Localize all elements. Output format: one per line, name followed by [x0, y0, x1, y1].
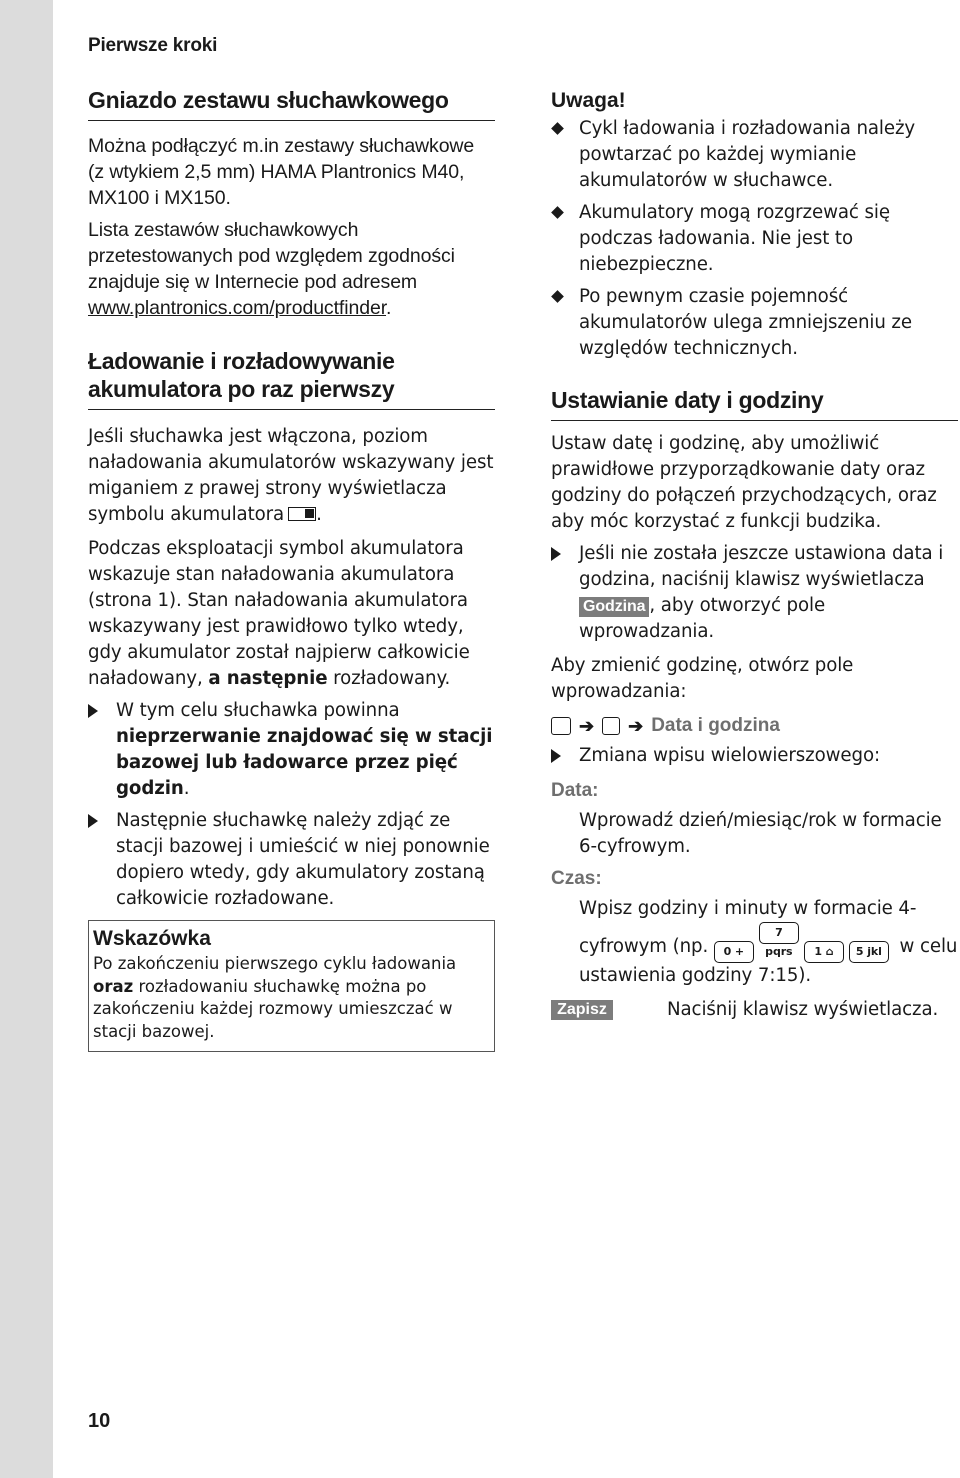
field-label-czas: Czas:: [551, 868, 602, 889]
menu-path: [551, 711, 958, 741]
section-title-headset-jack: Gniazdo zestawu słuchawkowego: [88, 86, 495, 121]
save-instruction: Naciśnij klawisz wyświetlacza.: [667, 999, 939, 1020]
headset-para-2: Lista zestawów słuchawkowych przetestowanych pod względem zgodności znajduje się w Internecie pod adresem www.plantronics.com/productfinder.: [88, 219, 455, 319]
charging-step-2: Następnie słuchawkę należy zdjąć ze stacji bazowej i umieścić w niej ponownie dopiero wtedy, gdy akumulatory zostaną całkowicie rozładowane.: [88, 808, 495, 912]
warning-item-1: Cykl ładowania i rozładowania należy powtarzać po każdej wymianie akumulatorów w słuchawce.: [551, 116, 958, 194]
running-header: Pierwsze kroki: [88, 35, 218, 56]
step-arrow-icon: [551, 743, 579, 772]
note-title: Wskazówka: [93, 927, 211, 950]
productfinder-link[interactable]: www.plantronics.com/productfinder: [88, 297, 387, 319]
menu-item-data-i-godzina: Data i godzina: [651, 715, 780, 736]
softkey-godzina[interactable]: Godzina: [579, 597, 649, 617]
menu-key-icon: [551, 717, 571, 735]
warning-item-2: Akumulatory mogą rozgrzewać się podczas ładowania. Nie jest to niebezpieczne.: [551, 200, 958, 278]
date-time-step-2: Zmiana wpisu wielowierszowego:: [551, 743, 958, 772]
page-margin-bar: [0, 0, 53, 1478]
left-column: [88, 86, 495, 1052]
warning-item-3: Po pewnym czasie pojemność akumulatorów ulega zmniejszeniu ze względów technicznych.: [551, 284, 958, 362]
arrow-right-icon: ➔: [628, 715, 644, 736]
right-column: [551, 86, 958, 1023]
note-text: Po zakończeniu pierwszego cyklu ładowania oraz rozładowaniu słuchawkę można po zakończeniu każdej rozmowy umieszczać w stacji bazowej.: [93, 954, 457, 1041]
key-5: 5 jkl: [849, 941, 889, 963]
key-0: 0 +: [714, 941, 754, 963]
diamond-bullet-icon: [551, 200, 579, 278]
key-7: 7 pqrs: [759, 922, 799, 944]
diamond-bullet-icon: [551, 284, 579, 362]
battery-para-2: Podczas eksploatacji symbol akumulatora wskazuje stan naładowania akumulatora (strona 1). Stan naładowania akumulatora wskazywany jest prawidłowo tylko wtedy, gdy akumulator został najpierw całkowicie naładowany, a następnie rozładowany.: [88, 538, 470, 689]
battery-para-1: Jeśli słuchawka jest włączona, poziom naładowania akumulatorów wskazywany jest miganiem z prawej strony wyświetlacza symbolu akumulatora .: [88, 426, 494, 525]
key-1: 1 ⌂: [804, 941, 844, 963]
note-box: [88, 920, 495, 1052]
step-arrow-icon: [88, 808, 116, 912]
battery-icon: [288, 507, 316, 521]
section-title-date-time: Ustawianie daty i godziny: [551, 386, 958, 421]
field-text-czas: Wpisz godziny i minuty w formacie 4-cyfrowym (np. 0 +7 pqrs 1 ⌂ 5 jkl w celu ustawienia godziny 7:15).: [579, 898, 958, 986]
diamond-bullet-icon: [551, 116, 579, 194]
headset-para-1: Można podłączyć m.in zestawy słuchawkowe (z wtykiem 2,5 mm) HAMA Plantronics M40, MX100 i MX150.: [88, 135, 475, 209]
date-time-step-1: Jeśli nie została jeszcze ustawiona data i godzina, naciśnij klawisz wyświetlacza Godzina , aby otworzyć pole wprowadzania.: [551, 541, 958, 645]
softkey-zapisz[interactable]: Zapisz: [551, 1000, 613, 1020]
field-label-data: Data:: [551, 780, 599, 801]
save-row: [551, 997, 958, 1023]
arrow-right-icon: ➔: [579, 715, 595, 736]
step-arrow-icon: [551, 541, 579, 645]
warning-title: Uwaga!: [551, 89, 626, 112]
page-number: 10: [88, 1410, 111, 1432]
step-arrow-icon: [88, 698, 116, 802]
field-text-data: Wprowadź dzień/miesiąc/rok w formacie 6-cyfrowym.: [579, 810, 942, 857]
section-title-battery-charging: Ładowanie i rozładowywanie akumulatora po raz pierwszy: [88, 347, 495, 410]
settings-icon: [602, 717, 620, 735]
date-time-para-2: Aby zmienić godzinę, otwórz pole wprowadzania:: [551, 655, 854, 702]
charging-step-1: W tym celu słuchawka powinna nieprzerwanie znajdować się w stacji bazowej lub ładowarce przez pięć godzin.: [88, 698, 495, 802]
date-time-para-1: Ustaw datę i godzinę, aby umożliwić prawidłowe przyporządkowanie daty oraz godziny do połączeń przychodzących, oraz aby móc korzystać z funkcji budzika.: [551, 433, 937, 532]
